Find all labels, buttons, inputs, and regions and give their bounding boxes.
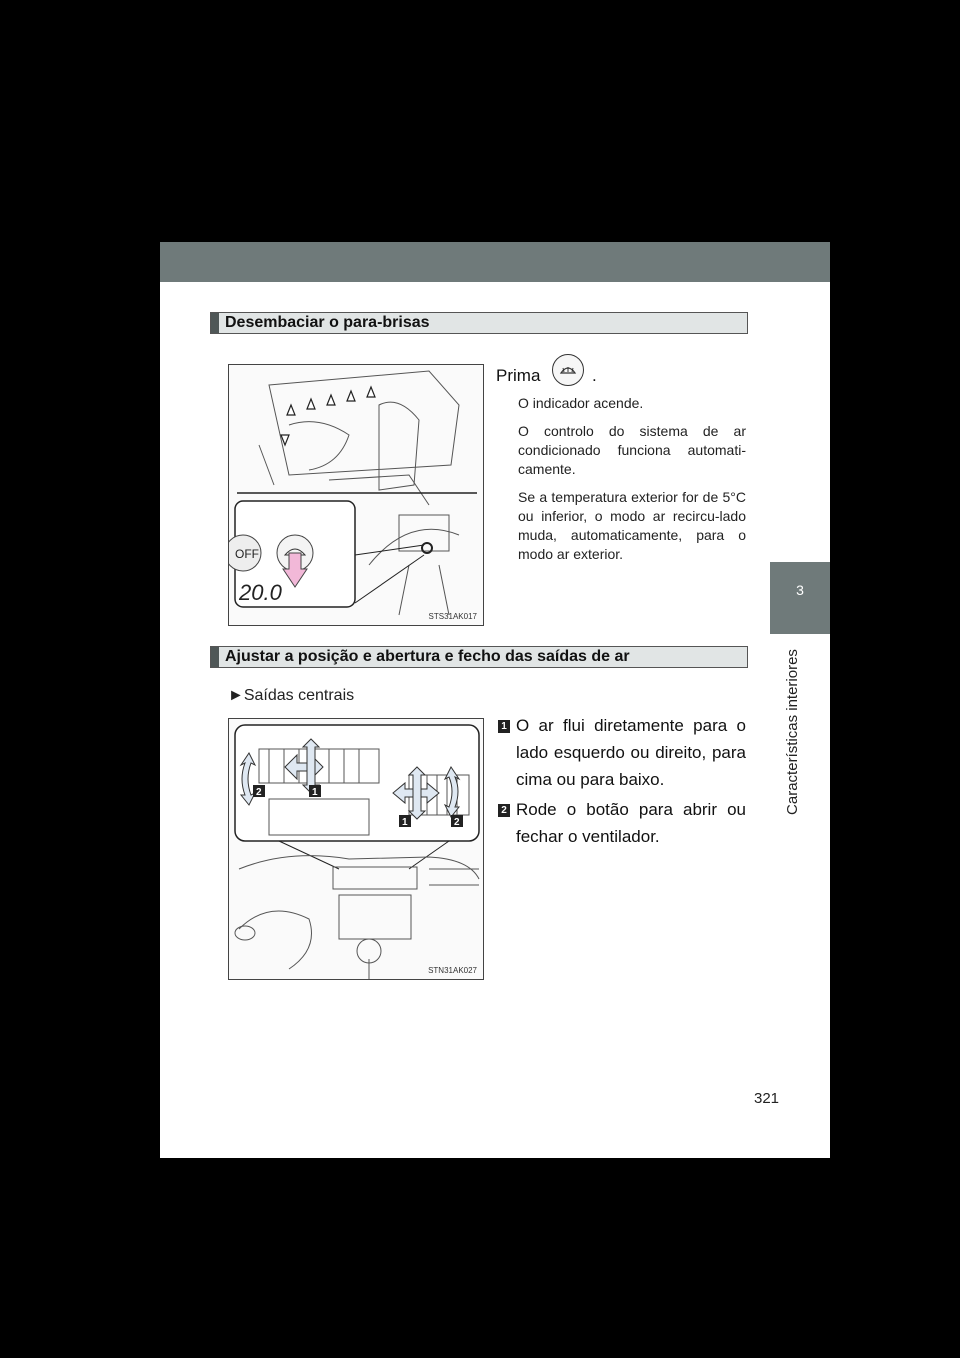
- defog-note-1: O indicador acende.: [518, 395, 644, 411]
- header-band: [160, 242, 830, 282]
- svg-text:2: 2: [454, 817, 460, 828]
- heading-text: Desembaciar o para-brisas: [225, 314, 430, 331]
- svg-text:2: 2: [256, 787, 262, 798]
- off-label: OFF: [235, 547, 259, 561]
- figure-code: STS31AK017: [428, 612, 477, 621]
- defog-button-icon: [552, 354, 584, 386]
- svg-text:1: 1: [312, 787, 318, 798]
- item-number-badge: 2: [498, 804, 510, 817]
- item-number-badge: 1: [498, 720, 510, 733]
- page-number: 321: [754, 1090, 780, 1107]
- figure-code: STN31AK027: [428, 966, 477, 975]
- vents-figure: [228, 718, 484, 980]
- display-value: 20.0: [239, 580, 282, 605]
- vents-item-1: O ar flui diretamente para o lado esquerdo ou direito, para cima ou para baixo.: [516, 716, 746, 789]
- press-prefix: Prima: [496, 366, 541, 385]
- vents-item-2: Rode o botão para abrir ou fechar o ventilador.: [516, 800, 746, 846]
- vents-subheading: ►Saídas centrais: [228, 687, 355, 704]
- press-suffix: .: [592, 366, 597, 385]
- section-heading-vents: [210, 646, 748, 668]
- chapter-number: 3: [796, 582, 804, 598]
- section-heading-defog: [210, 312, 748, 334]
- svg-text:1: 1: [402, 817, 408, 828]
- defog-figure: [228, 364, 484, 626]
- defog-note-2: O controlo do sistema de ar condicionado funciona automati-camente.: [518, 423, 746, 477]
- defog-note-3: Se a temperatura exterior for de 5°C ou inferior, o modo ar recircu-lado muda, automaticamente, para o modo ar exterior.: [518, 489, 746, 562]
- heading-text: Ajustar a posição e abertura e fecho das saídas de ar: [225, 648, 630, 665]
- chapter-title: Características interiores: [784, 649, 801, 815]
- heading-bar: [211, 313, 219, 333]
- manual-page: [160, 242, 830, 1158]
- heading-bar: [211, 647, 219, 667]
